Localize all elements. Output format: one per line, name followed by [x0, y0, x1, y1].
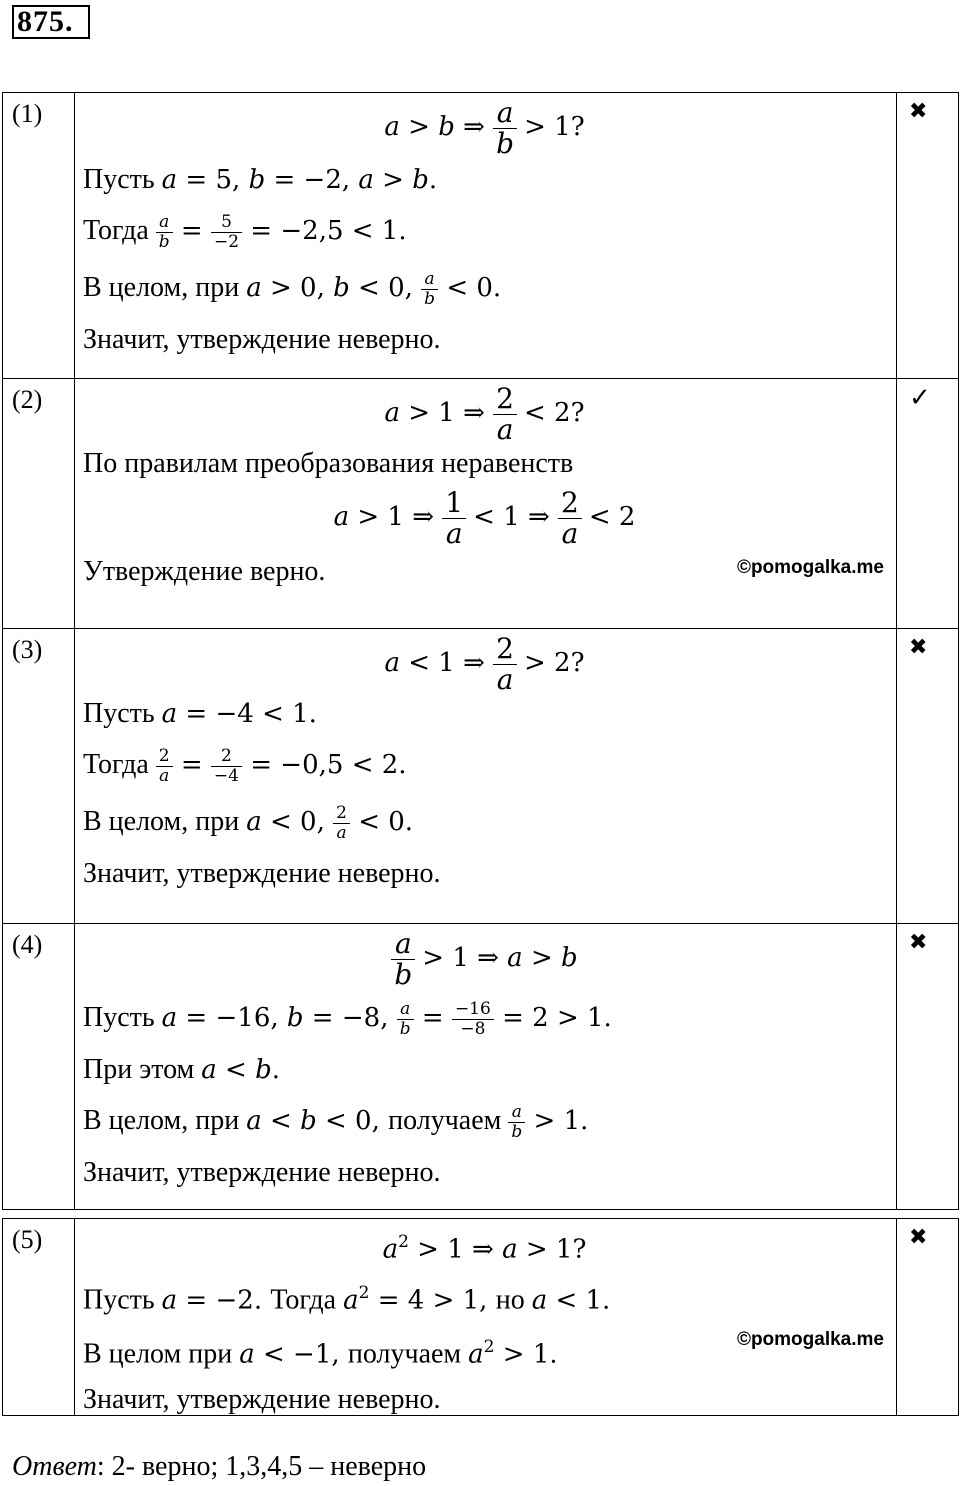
status-mark [897, 924, 959, 1210]
table-row [3, 924, 959, 1210]
row-body: a > 1 ⇒ $\frac{2}{a}$ < 2? По правилам преобразования неравенств a > 1 ⇒ $\frac{1}{a}$ < 1 ⇒ $\frac{2}{a}$ < 2 ©pomogalka.me Утверждение верно. [75, 379, 897, 629]
row-body: a < 1 ⇒ $\frac{2}{a}$ > 2? Пусть a = −4 < 1. Тогда $\frac{2}{a}$ = $\frac{2}{-4}$ = −0,5 < 2. В целом, при a < 0, $\frac{2}{a}$ < 0. Значит, утверждение неверно. [75, 629, 897, 924]
row-body: a > b ⇒ $\frac{a}{b}$ > 1? Пусть a = 5, b = −2, a > b. Тогда $\frac{a}{b}$ = $\frac{5}{-2}$ = −2,5 < 1. В целом, при a > 0, b < 0, $\frac{a}{b}$ < 0. Значит, утверждение неверно. [75, 93, 897, 379]
watermark: ©pomogalka.me [736, 557, 884, 578]
row-body: $\frac{a}{b}$ > 1 ⇒ a > b Пусть a = −16, b = −8, $\frac{a}{b}$ = $\frac{-16}{-8}$ = 2 > 1. При этом a < b. В целом, при a < b < 0, получаем $\frac{a}{b}$ > 1. Значит, утверждение неверно. [75, 924, 897, 1210]
answer-text: : 2- верно; 1,3,4,5 – неверно [96, 1451, 427, 1482]
table-row [3, 93, 959, 379]
cross-icon: ✖ [909, 930, 928, 955]
status-mark [897, 379, 959, 629]
row-label: (5) [3, 1219, 75, 1416]
answer [12, 1450, 426, 1484]
answer-label: Ответ [12, 1451, 97, 1482]
row-label: (3) [3, 629, 75, 924]
table-row [3, 629, 959, 924]
solution-table-2 [2, 1218, 959, 1416]
cross-icon: ✖ [909, 635, 928, 660]
table-row [3, 379, 959, 629]
watermark: ©pomogalka.me [736, 1329, 884, 1350]
cross-icon: ✖ [909, 99, 928, 124]
cross-icon: ✖ [909, 1225, 928, 1250]
solution-table [2, 92, 959, 1210]
statement: a > b ⇒ $\frac{a}{b}$ > 1? [384, 96, 585, 161]
fraction: $\frac{a}{b}$ [493, 98, 517, 159]
problem-number: 875. [17, 5, 74, 38]
table-row [3, 1219, 959, 1416]
status-mark [897, 629, 959, 924]
status-mark [897, 1219, 959, 1416]
row-label: (2) [3, 379, 75, 629]
row-body: $a^2 > 1$ ⇒ a > 1? Пусть a = −2. Тогда $a^2 = 4 > 1$, но a < 1. В целом при a < −1, получаем $a^2 > 1$. ©pomogalka.me Значит, утверждение неверно. [75, 1219, 897, 1416]
status-mark [897, 93, 959, 379]
row-label: (1) [3, 93, 75, 379]
row-label: (4) [3, 924, 75, 1210]
check-icon: ✓ [909, 383, 931, 413]
